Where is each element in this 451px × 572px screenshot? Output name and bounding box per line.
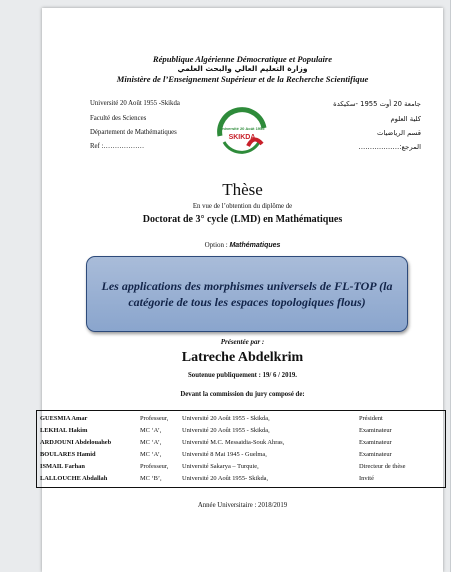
jury-member-institution: Université M.C. Messaidia-Souk Ahras,: [182, 439, 285, 446]
department-name: Département de Mathématiques: [90, 129, 177, 136]
jury-table: [36, 410, 446, 488]
jury-member-name: LEKHAL Hakim: [40, 427, 88, 434]
jury-member-grade: Professeur,: [140, 415, 169, 422]
option-value: Mathématiques: [229, 242, 281, 249]
jury-member-name: LALLOUCHE Abdallah: [40, 475, 108, 482]
option-line: [42, 241, 443, 249]
table-row: [37, 475, 445, 485]
reference-field-arabic: المرجع:………………: [358, 143, 421, 151]
table-row: [37, 451, 445, 461]
university-name-arabic: جامعة 20 أوت 1955 -سكيكدة: [333, 100, 421, 108]
thesis-subtitle: En vue de l’obtention du diplôme de: [192, 203, 293, 210]
republic-heading: République Algérienne Démocratique et Populaire: [152, 54, 333, 64]
jury-member-role: Président: [359, 415, 383, 422]
ministry-heading: Ministère de l’Enseignement Supérieur et de la Recherche Scientifique: [116, 74, 369, 84]
academic-year: Année Universitaire : 2018/2019: [197, 502, 288, 509]
university-logo: [212, 106, 272, 158]
faculty-name-arabic: كلية العلوم: [390, 115, 421, 123]
document-page: [42, 8, 443, 572]
jury-member-role: Examinateur: [359, 439, 392, 446]
logo-caption: Université 20 Août 1955: [219, 126, 265, 131]
jury-member-grade: MC ‘B’,: [140, 475, 162, 482]
jury-member-institution: Université Sakarya – Turquie,: [182, 463, 259, 470]
thesis-title: Thèse: [222, 180, 263, 199]
defense-date: Soutenue publiquement : 19/ 6 / 2019.: [188, 372, 297, 379]
jury-member-name: BOULARES Hamid: [40, 451, 96, 458]
jury-member-role: Examinateur: [359, 451, 392, 458]
jury-member-institution: Université 20 Août 1955- Skikda,: [182, 475, 269, 482]
jury-member-role: Directeur de thèse: [359, 463, 406, 470]
table-row: [37, 415, 445, 425]
author-name: Latreche Abdelkrim: [181, 350, 304, 365]
thesis-topic: Les applications des morphismes universels de FL-TOP (la catégorie de tous les espaces topologiques flous): [101, 279, 393, 309]
jury-member-institution: Université 20 Août 1955 - Skikda,: [182, 427, 270, 434]
ministry-arabic-heading: وزارة التعليم العالي والبحث العلمي: [177, 64, 308, 73]
reference-field: Ref :………………: [90, 143, 145, 150]
table-row: [37, 427, 445, 437]
degree-title: Doctorat de 3° cycle (LMD) en Mathématiques: [142, 214, 343, 225]
jury-member-institution: Université 8 Mai 1945 - Guelma,: [182, 451, 267, 458]
option-label: Option :: [204, 241, 228, 249]
logo-wordmark: SKIKDA: [228, 134, 256, 141]
table-row: [37, 439, 445, 449]
thesis-topic-box: [86, 256, 408, 332]
jury-member-role: Invité: [359, 475, 374, 482]
jury-member-grade: MC ‘A’,: [140, 451, 162, 458]
faculty-name: Faculté des Sciences: [90, 115, 147, 122]
jury-member-role: Examinateur: [359, 427, 392, 434]
university-name: Université 20 Août 1955 -Skikda: [90, 100, 180, 107]
jury-member-grade: MC ‘A’,: [140, 427, 162, 434]
table-row: [37, 463, 445, 473]
jury-member-name: ARDJOUNI Abdelouaheb: [40, 439, 112, 446]
jury-member-name: ISMAIL Farhan: [40, 463, 85, 470]
jury-intro: Devant la commission du jury composé de:: [180, 391, 305, 398]
jury-member-grade: MC ‘A’,: [140, 439, 162, 446]
jury-member-grade: Professeur,: [140, 463, 169, 470]
jury-member-name: GUESMIA Amar: [40, 415, 88, 422]
presented-by: Présentée par :: [220, 338, 265, 346]
department-name-arabic: قسم الرياضيات: [377, 129, 421, 137]
jury-member-institution: Université 20 Août 1955 - Skikda,: [182, 415, 270, 422]
